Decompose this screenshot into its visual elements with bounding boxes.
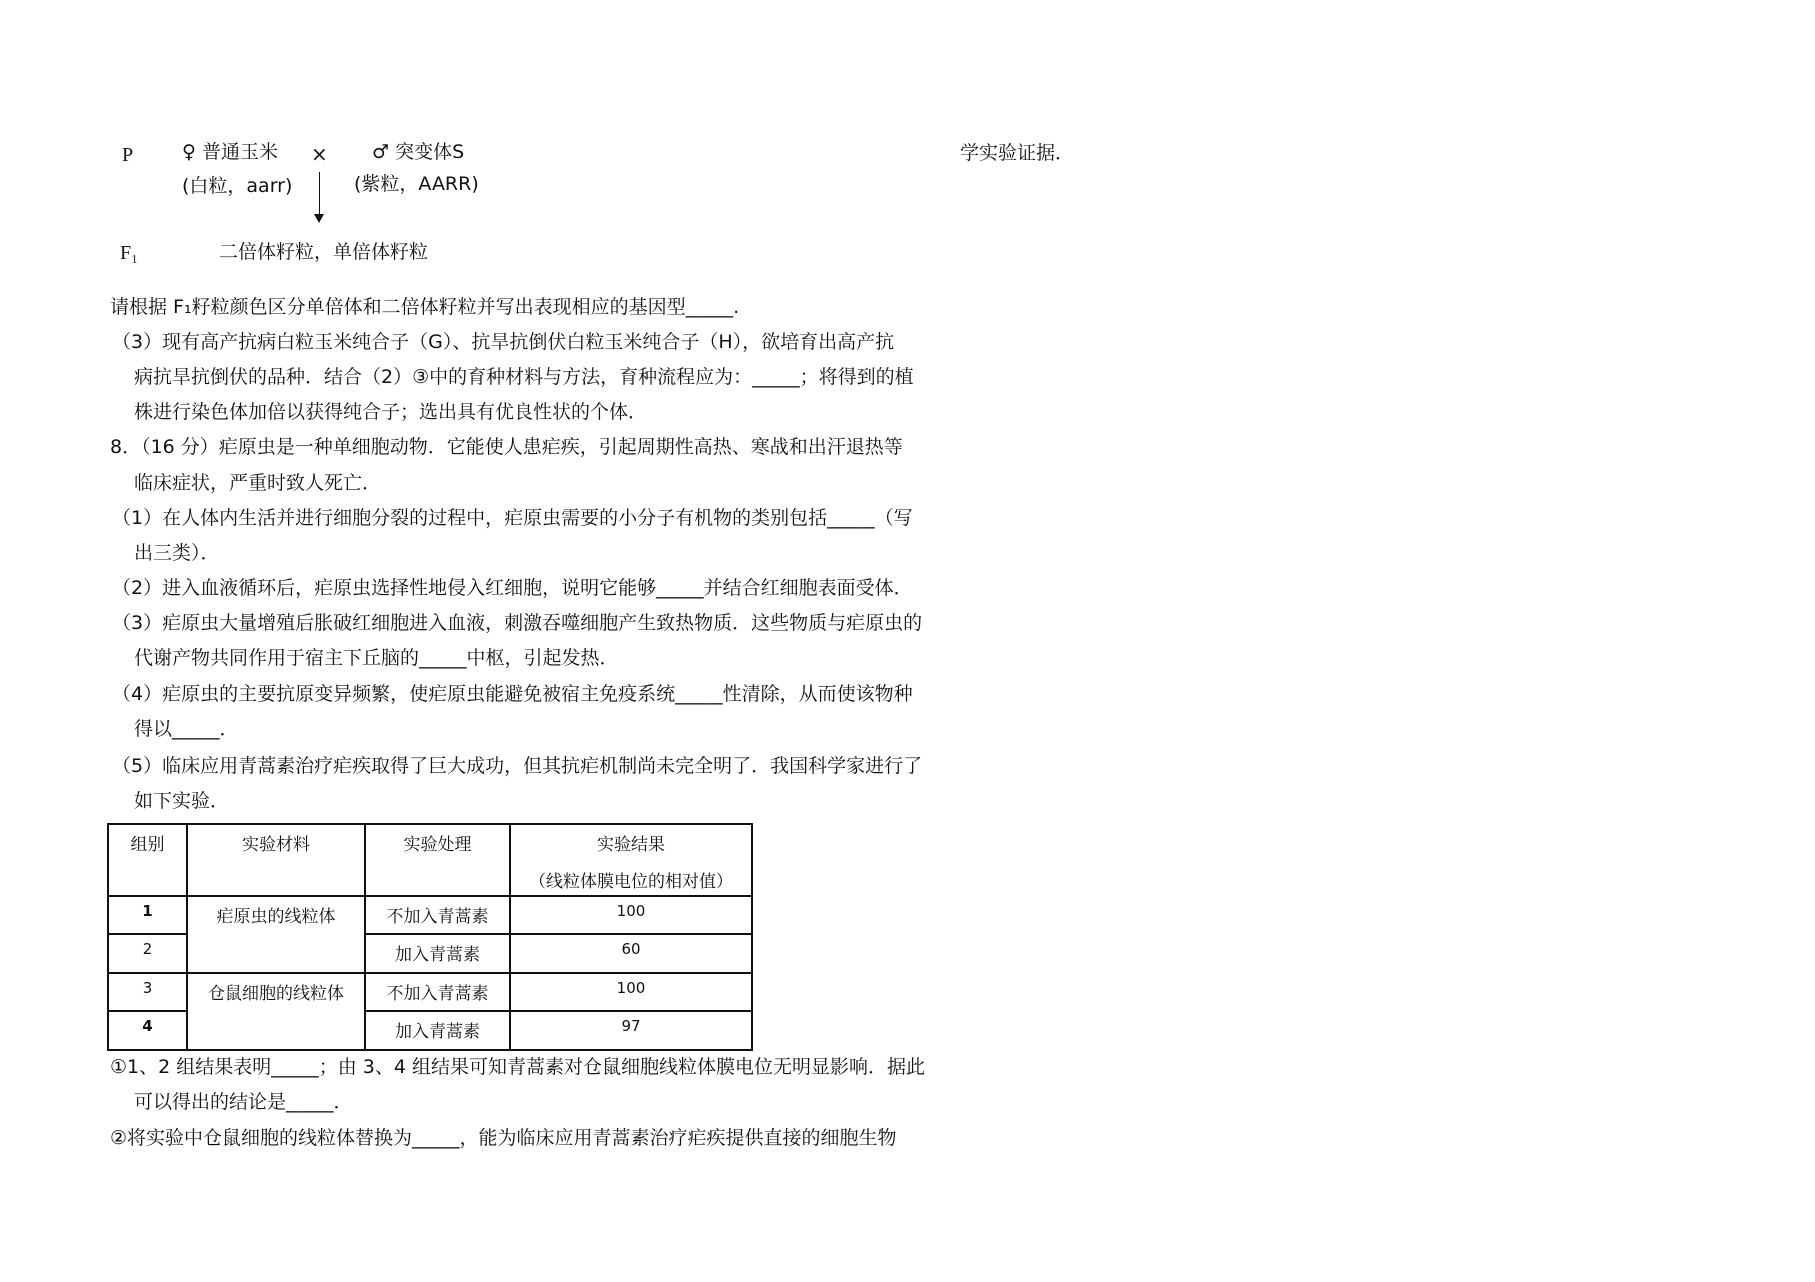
generation-f1-label: F₁ [120, 242, 139, 264]
text-line: 临床症状，严重时致人死亡． [134, 472, 382, 494]
text-line: 出三类）． [134, 542, 220, 564]
generation-p-label: P [122, 144, 134, 166]
result-cell: 100 [616, 902, 646, 920]
result-cell: 60 [621, 940, 641, 958]
text-line: （1）在人体内生活并进行细胞分裂的过程中，疟原虫需要的小分子有机物的类别包括_____（写 [112, 507, 913, 529]
treatment-cell: 不加入青蒿素 [386, 984, 489, 1004]
text-line: （3）疟原虫大量增殖后胀破红细胞进入血液，刺激吞噬细胞产生致热物质．这些物质与疟原虫的 [112, 612, 923, 634]
female-parent: ♀ 普通玉米 [182, 141, 278, 163]
treatment-cell: 加入青蒿素 [395, 945, 480, 965]
header-group: 组别 [130, 835, 165, 855]
group-cell: 3 [142, 979, 153, 997]
header-result-note: （线粒体膜电位的相对值） [529, 872, 733, 892]
text-line: 代谢产物共同作用于宿主下丘脑的_____中枢，引起发热． [134, 647, 619, 669]
header-material: 实验材料 [242, 835, 310, 855]
table-header-row [108, 824, 752, 896]
down-arrow-line [319, 172, 320, 218]
text-line: （3）现有高产抗病白粒玉米纯合子（G）、抗旱抗倒伏白粒玉米纯合子（H），欲培育出高产抗 [112, 331, 895, 353]
text-line: ②将实验中仓鼠细胞的线粒体替换为_____，能为临床应用青蒿素治疗疟疾提供直接的细胞生物 [110, 1127, 897, 1149]
text-line: （4）疟原虫的主要抗原变异频繁，使疟原虫能避免被宿主免疫系统_____性清除，从而使该物种 [112, 683, 913, 705]
female-genotype: (白粒，aarr) [182, 175, 293, 197]
f1-result: 二倍体籽粒，单倍体籽粒 [219, 241, 429, 263]
table-row [108, 973, 752, 1011]
text-line: 可以得出的结论是_____． [134, 1091, 353, 1113]
male-parent: ♂ 突变体S [372, 141, 465, 163]
text-line: ①1、2 组结果表明_____；由 3、4 组结果可知青蒿素对仓鼠细胞线粒体膜电位无明显影响．据此 [110, 1056, 926, 1078]
text-line: 病抗旱抗倒伏的品种．结合（2）③中的育种材料与方法，育种流程应为：_____；将得到的植 [134, 366, 914, 388]
text-line: 株进行染色体加倍以获得纯合子；选出具有优良性状的个体． [134, 401, 648, 423]
group-cell: 2 [142, 940, 153, 958]
cross-symbol: × [311, 142, 328, 166]
header-treatment: 实验处理 [403, 835, 472, 855]
treatment-cell: 加入青蒿素 [395, 1022, 480, 1042]
text-line: 请根据 F₁籽粒颜色区分单倍体和二倍体籽粒并写出表现相应的基因型_____. [110, 296, 740, 318]
text-line: （2）进入血液循环后，疟原虫选择性地侵入红细胞，说明它能够_____并结合红细胞表面受体． [112, 577, 913, 599]
male-genotype: (紫粒，AARR) [354, 173, 479, 195]
result-cell: 97 [621, 1017, 641, 1035]
down-arrow-icon [314, 214, 324, 223]
question-8-heading: 8．（16 分）疟原虫是一种单细胞动物．它能使人患疟疾，引起周期性高热、寒战和出汗退热等 [110, 436, 903, 458]
right-column-text: 学实验证据． [960, 142, 1075, 164]
text-line: （5）临床应用青蒿素治疗疟疾取得了巨大成功，但其抗疟机制尚未完全明了．我国科学家进行了 [112, 755, 923, 777]
text-line: 如下实验． [134, 790, 230, 812]
material-cell: 疟原虫的线粒体 [216, 907, 336, 927]
material-cell: 仓鼠细胞的线粒体 [208, 984, 344, 1004]
group-cell: 1 [142, 902, 153, 920]
treatment-cell: 不加入青蒿素 [386, 907, 489, 927]
group-cell: 4 [142, 1017, 153, 1035]
result-cell: 100 [616, 979, 646, 997]
text-line: 得以_____． [134, 718, 239, 740]
table-row [108, 896, 752, 934]
experiment-table [107, 823, 753, 1051]
header-result: 实验结果 [597, 835, 665, 855]
